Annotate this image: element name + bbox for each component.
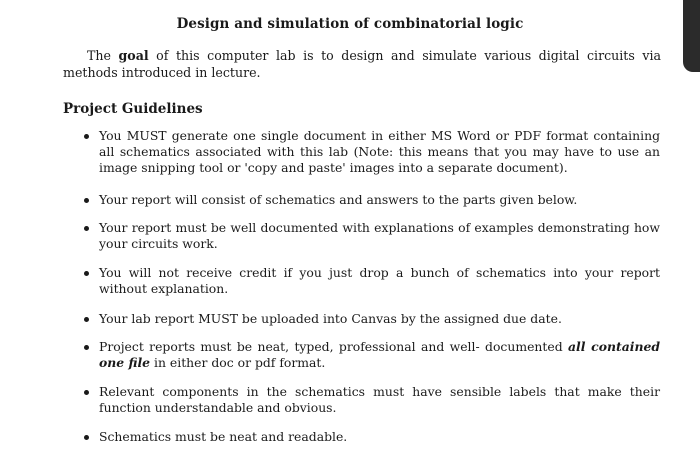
list-item: [84, 128, 660, 176]
list-item-prefix: Project reports must be neat, typed, professional and well- documented: [99, 339, 568, 354]
list-item: [84, 265, 660, 297]
list-item-text: Relevant components in the schematics must have sensible labels that make their function understandable and obvious.: [99, 384, 660, 415]
list-item-text: Schematics must be neat and readable.: [99, 429, 348, 444]
scrollbar-thumb[interactable]: [683, 0, 700, 72]
list-item: [84, 192, 660, 208]
intro-prefix: The: [87, 48, 119, 63]
list-item-text: [99, 339, 660, 371]
list-item: [84, 311, 660, 327]
intro-suffix: of this computer lab is to design and simulate various digital circuits via methods introduced in lecture.: [63, 48, 661, 80]
list-item-emphasis: all contained one file: [99, 339, 661, 370]
bullet-icon: [84, 390, 89, 395]
list-item-text: Your report must be well documented with explanations of examples demonstrating how your circuits work.: [99, 220, 660, 251]
list-item-text: Your lab report MUST be uploaded into Canvas by the assigned due date.: [99, 311, 562, 326]
bullet-icon: [84, 345, 89, 350]
bullet-icon: [84, 198, 89, 203]
list-item-text: You will not receive credit if you just drop a bunch of schematics into your report without explanation.: [99, 265, 660, 296]
list-item-text: You MUST generate one single document in either MS Word or PDF format containing all schematics associated with this lab (Note: this means that you may have to use an image snipping tool or 'copy and paste' images into a separate document).: [99, 128, 660, 175]
section-heading: Project Guidelines: [63, 101, 203, 117]
list-item: [84, 429, 660, 445]
document-title: Design and simulation of combinatorial logic: [176, 16, 524, 32]
bullet-icon: [84, 226, 89, 231]
bullet-icon: [84, 435, 89, 440]
list-item-suffix: in either doc or pdf format.: [150, 355, 326, 370]
list-item: [84, 220, 660, 252]
list-item-text: Your report will consist of schematics and answers to the parts given below.: [99, 192, 578, 207]
intro-goal-bold: goal: [118, 48, 149, 63]
intro-paragraph: [63, 47, 661, 81]
bullet-icon: [84, 271, 89, 276]
bullet-icon: [84, 134, 89, 139]
list-item: [84, 339, 660, 371]
bullet-icon: [84, 317, 89, 322]
list-item: [84, 384, 660, 416]
